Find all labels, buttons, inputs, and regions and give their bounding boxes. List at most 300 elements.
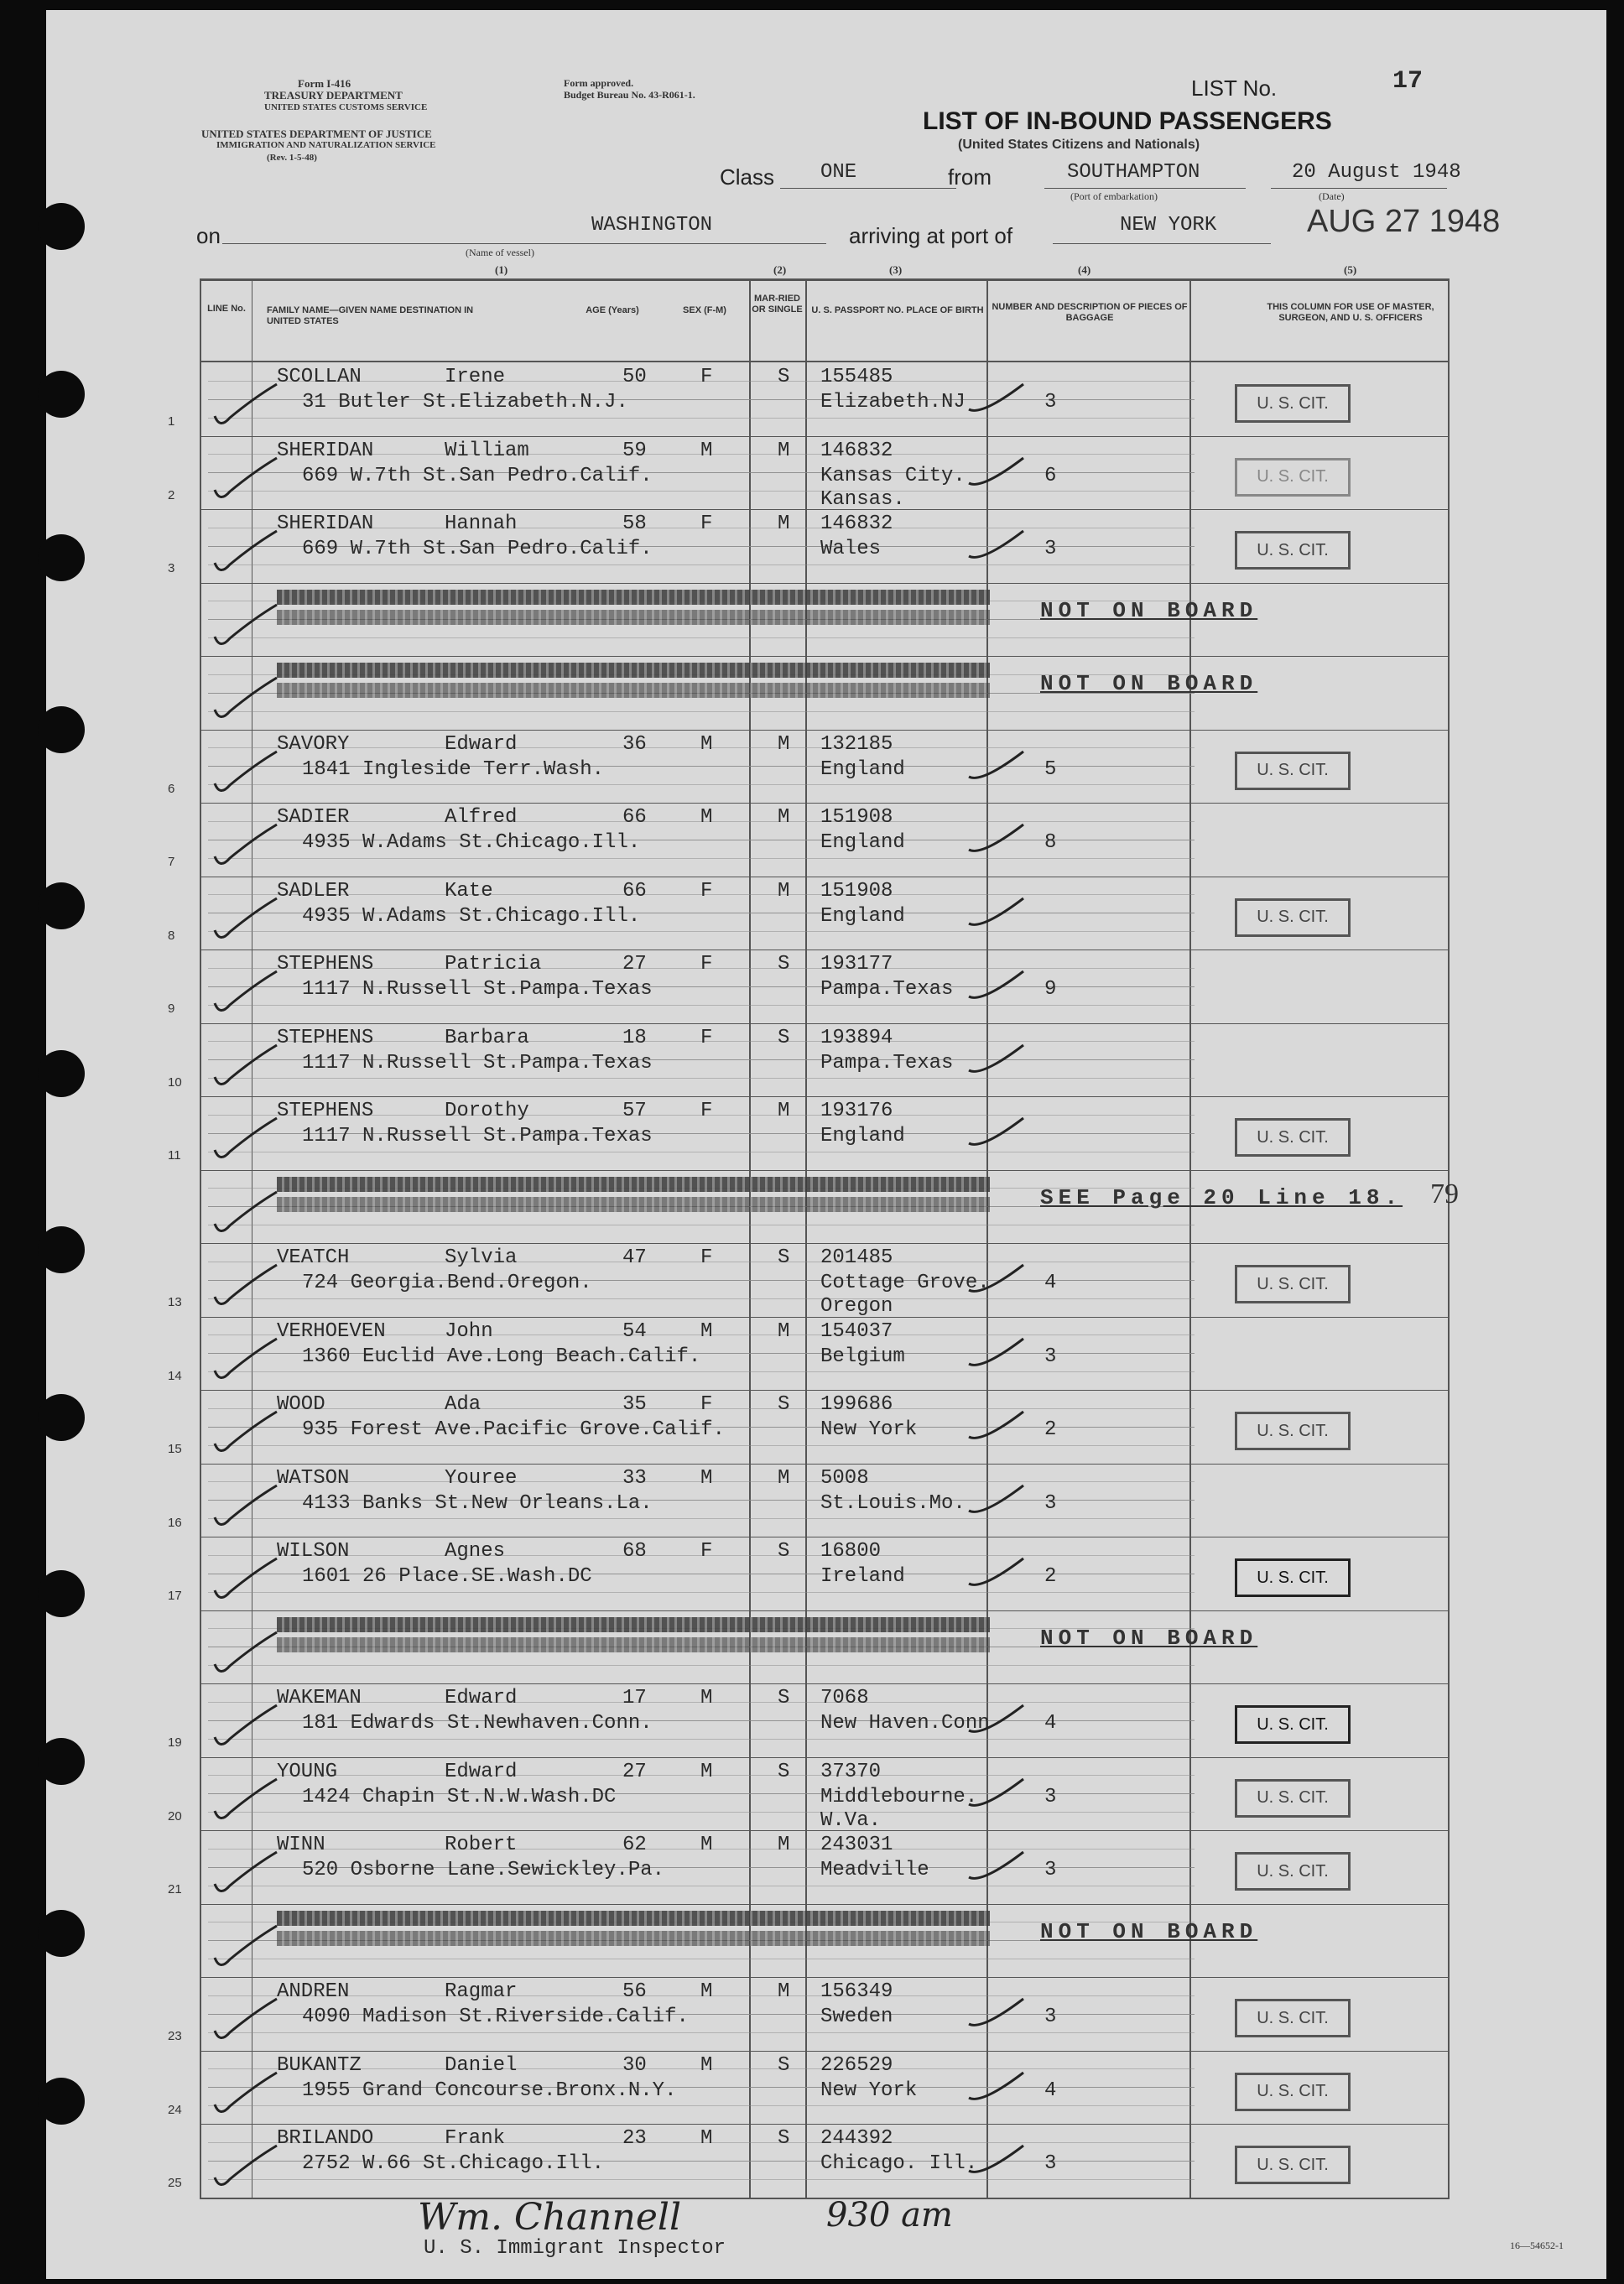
passport-number: 243031 <box>820 1834 893 1856</box>
passenger-age: 57 <box>622 1100 647 1122</box>
passenger-age: 66 <box>622 879 647 903</box>
passenger-sex: M <box>700 1760 713 1783</box>
passenger-address: 1117 N.Russell St.Pampa.Texas <box>302 1051 653 1074</box>
document-subtitle: (United States Citizens and Nationals) <box>958 138 1200 152</box>
passenger-address: 724 Georgia.Bend.Oregon. <box>302 1272 592 1294</box>
line-number: 3 <box>168 561 175 575</box>
line-number: 11 <box>168 1148 181 1163</box>
passenger-address: 4935 W.Adams St.Chicago.Ill. <box>302 904 641 928</box>
passenger-given-name: Frank <box>445 2127 506 2150</box>
passenger-family-name: WAKEMAN <box>277 1687 362 1709</box>
passenger-address: 181 Edwards St.Newhaven.Conn. <box>302 1712 653 1735</box>
passport-number: 199686 <box>820 1393 893 1416</box>
check-mark-icon <box>965 1772 1032 1818</box>
margin-check-icon <box>208 970 284 1024</box>
passenger-age: 17 <box>622 1687 647 1709</box>
line-number: 25 <box>168 2176 182 2190</box>
margin-check-icon <box>208 1850 284 1905</box>
margin-check-icon <box>208 1190 284 1245</box>
punch-hole <box>38 203 85 250</box>
embarkation-port: SOUTHAMPTON <box>1067 161 1200 184</box>
margin-check-icon <box>208 1924 284 1979</box>
passenger-given-name: Daniel <box>445 2053 518 2077</box>
baggage-count: 4 <box>1044 1712 1057 1735</box>
not-on-board-note: NOT ON BOARD <box>1040 671 1258 696</box>
marital-status: S <box>778 1393 790 1416</box>
struck-entry <box>277 610 990 625</box>
line-number: 14 <box>168 1368 182 1383</box>
revision: (Rev. 1-5-48) <box>267 153 317 163</box>
passenger-sex: M <box>700 1687 713 1709</box>
margin-check-icon <box>208 750 284 804</box>
passenger-age: 18 <box>622 1026 647 1049</box>
place-of-birth: Pampa.Texas <box>820 1051 954 1074</box>
line-number: 9 <box>168 1002 175 1016</box>
form-number: Form I-416 <box>298 77 351 90</box>
check-mark-icon <box>965 892 1032 938</box>
table-row <box>0 803 1560 877</box>
passenger-sex: M <box>700 2127 713 2150</box>
passport-number: 154037 <box>820 1319 893 1343</box>
place-of-birth: Ireland <box>820 1565 905 1588</box>
passport-number: 146832 <box>820 439 893 462</box>
passenger-family-name: SHERIDAN <box>277 439 374 462</box>
passport-number: 193177 <box>820 953 893 976</box>
passport-number: 7068 <box>820 1687 869 1709</box>
margin-check-icon <box>208 897 284 951</box>
passenger-address: 1117 N.Russell St.Pampa.Texas <box>302 978 653 1001</box>
passport-number: 151908 <box>820 879 893 903</box>
passenger-address: 2752 W.66 St.Chicago.Ill. <box>302 2152 605 2175</box>
struck-entry <box>277 1911 990 1926</box>
table-row <box>0 362 1560 436</box>
baggage-count: 3 <box>1044 1859 1057 1881</box>
col-header-name: FAMILY NAME—GIVEN NAME DESTINATION IN UNITED STATES <box>267 305 474 326</box>
check-mark-icon <box>965 1111 1032 1158</box>
table-row <box>0 1317 1560 1391</box>
passenger-family-name: BRILANDO <box>277 2127 374 2150</box>
col-header-passport: U. S. PASSPORT NO. PLACE OF BIRTH <box>811 305 984 315</box>
department: TREASURY DEPARTMENT <box>264 89 403 101</box>
passport-number: 5008 <box>820 1466 869 1490</box>
passenger-family-name: SCOLLAN <box>277 366 362 388</box>
marital-status: M <box>778 1834 790 1856</box>
passenger-sex: F <box>700 879 713 903</box>
passport-number: 16800 <box>820 1540 882 1563</box>
baggage-count: 6 <box>1044 464 1057 487</box>
struck-entry <box>277 1931 990 1946</box>
table-row <box>0 949 1560 1023</box>
table-row <box>0 2051 1560 2125</box>
table-top-border <box>200 278 1450 281</box>
table-row <box>0 1757 1560 1831</box>
passenger-address: 669 W.7th St.San Pedro.Calif. <box>302 538 653 560</box>
passport-number: 146832 <box>820 512 893 535</box>
margin-check-icon <box>208 823 284 877</box>
col-header-baggage: NUMBER AND DESCRIPTION OF PIECES OF BAGGAGE <box>992 302 1188 323</box>
line-number: 13 <box>168 1295 182 1309</box>
passenger-age: 56 <box>622 1980 647 2003</box>
marital-status: M <box>778 732 790 756</box>
embarkation-caption: (Port of embarkation) <box>1070 190 1158 202</box>
us-cit-stamp: U. S. CIT. <box>1235 1705 1351 1744</box>
passenger-sex: M <box>700 1834 713 1856</box>
passenger-family-name: SADLER <box>277 879 350 903</box>
passenger-family-name: YOUNG <box>277 1760 338 1783</box>
us-cit-stamp: U. S. CIT. <box>1235 2073 1351 2111</box>
place-of-birth: Meadville <box>820 1859 929 1881</box>
check-mark-icon <box>965 524 1032 570</box>
passport-number: 193176 <box>820 1100 893 1122</box>
margin-check-icon <box>208 1484 284 1538</box>
passenger-sex: F <box>700 1100 713 1122</box>
passenger-address: 669 W.7th St.San Pedro.Calif. <box>302 464 653 487</box>
table-row <box>0 1904 1560 1978</box>
table-row <box>0 1023 1560 1097</box>
passenger-address: 31 Butler St.Elizabeth.N.J. <box>302 391 628 414</box>
line-number: 2 <box>168 487 175 502</box>
check-mark-icon <box>965 1699 1032 1745</box>
struck-entry <box>277 663 990 678</box>
line-number: 20 <box>168 1808 182 1824</box>
passenger-given-name: Youree <box>445 1466 518 1490</box>
place-of-birth: Kansas City. Kansas. <box>820 464 966 511</box>
passport-number: 156349 <box>820 1980 893 2003</box>
baggage-count: 3 <box>1044 538 1057 560</box>
margin-check-icon <box>208 529 284 584</box>
passenger-family-name: WILSON <box>277 1540 350 1563</box>
passenger-address: 4133 Banks St.New Orleans.La. <box>302 1491 653 1515</box>
passenger-family-name: ANDREN <box>277 1980 350 2003</box>
passenger-address: 4935 W.Adams St.Chicago.Ill. <box>302 831 641 854</box>
passenger-family-name: BUKANTZ <box>277 2053 362 2077</box>
check-mark-icon <box>965 965 1032 1011</box>
form-approved: Form approved. <box>564 77 634 89</box>
line-number: 15 <box>168 1442 182 1456</box>
margin-check-icon <box>208 1777 284 1832</box>
us-cit-stamp: U. S. CIT. <box>1235 2146 1351 2184</box>
passenger-sex: F <box>700 1026 713 1049</box>
arrival-port: NEW YORK <box>1120 214 1217 237</box>
place-of-birth: England <box>820 831 905 854</box>
baggage-count: 3 <box>1044 1491 1057 1515</box>
passenger-age: 58 <box>622 512 647 535</box>
check-mark-icon <box>965 2139 1032 2185</box>
passenger-family-name: WOOD <box>277 1393 325 1416</box>
not-on-board-note: NOT ON BOARD <box>1040 597 1258 623</box>
vessel-name: WASHINGTON <box>591 214 713 237</box>
marital-status: S <box>778 1540 790 1563</box>
marital-status: S <box>778 1687 790 1709</box>
passenger-sex: F <box>700 953 713 976</box>
check-mark-icon <box>965 1552 1032 1598</box>
col-header-married: MAR-RIED OR SINGLE <box>752 294 803 315</box>
table-row <box>0 1464 1560 1537</box>
document-title: LIST OF IN-BOUND PASSENGERS <box>923 107 1332 135</box>
place-of-birth: Belgium <box>820 1345 905 1368</box>
place-of-birth: Elizabeth.NJ <box>820 391 966 414</box>
passenger-family-name: SAVORY <box>277 732 350 756</box>
check-mark-icon <box>965 1845 1032 1891</box>
check-mark-icon <box>965 818 1032 864</box>
place-of-birth: Cottage Grove. Oregon <box>820 1272 990 1318</box>
col-num-3: (3) <box>889 263 903 276</box>
struck-entry <box>277 1197 990 1212</box>
passport-number: 155485 <box>820 366 893 388</box>
col-num-5: (5) <box>1344 263 1357 276</box>
passenger-given-name: Robert <box>445 1834 518 1856</box>
passenger-given-name: Dorothy <box>445 1100 529 1122</box>
place-of-birth: Wales <box>820 538 882 560</box>
us-cit-stamp: U. S. CIT. <box>1235 1779 1351 1818</box>
baggage-count: 5 <box>1044 757 1057 781</box>
line-number: 6 <box>168 781 175 796</box>
not-on-board-note: NOT ON BOARD <box>1040 1625 1258 1651</box>
passenger-address: 4090 Madison St.Riverside.Calif. <box>302 2006 689 2028</box>
margin-check-icon <box>208 2071 284 2125</box>
list-no-label: LIST No. <box>1191 75 1278 101</box>
col-num-1: (1) <box>495 263 508 276</box>
marital-status: S <box>778 2053 790 2077</box>
col-num-4: (4) <box>1078 263 1091 276</box>
baggage-count: 3 <box>1044 2152 1057 2175</box>
passenger-sex: M <box>700 1466 713 1490</box>
col-header-age: AGE (Years) <box>586 305 639 315</box>
passenger-address: 520 Osborne Lane.Sewickley.Pa. <box>302 1859 665 1881</box>
margin-check-icon <box>208 1116 284 1171</box>
col-header-officers: THIS COLUMN FOR USE OF MASTER, SURGEON, AND U. S. OFFICERS <box>1267 302 1434 323</box>
passenger-given-name: Sylvia <box>445 1246 518 1269</box>
line-number: 10 <box>168 1074 182 1090</box>
passenger-family-name: VEATCH <box>277 1246 350 1269</box>
check-mark-icon <box>965 1992 1032 2038</box>
passenger-address: 935 Forest Ave.Pacific Grove.Calif. <box>302 1418 726 1441</box>
passport-number: 193894 <box>820 1026 893 1049</box>
table-row <box>0 436 1560 510</box>
passenger-sex: F <box>700 1246 713 1269</box>
passenger-given-name: Edward <box>445 732 518 756</box>
passenger-given-name: John <box>445 1319 493 1343</box>
passenger-given-name: Alfred <box>445 806 518 829</box>
passenger-family-name: WINN <box>277 1834 325 1856</box>
struck-entry <box>277 590 990 605</box>
place-of-birth: New York <box>820 1418 918 1441</box>
check-mark-icon <box>965 1258 1032 1304</box>
table-row <box>0 583 1560 657</box>
check-mark-icon <box>965 377 1032 424</box>
passenger-family-name: STEPHENS <box>277 953 374 976</box>
passenger-address: 1601 26 Place.SE.Wash.DC <box>302 1565 592 1588</box>
passenger-family-name: STEPHENS <box>277 1100 374 1122</box>
table-row <box>0 730 1560 804</box>
passenger-given-name: Barbara <box>445 1026 529 1049</box>
us-cit-stamp: U. S. CIT. <box>1235 531 1351 570</box>
line-number: 8 <box>168 928 175 943</box>
passenger-family-name: STEPHENS <box>277 1026 374 1049</box>
margin-check-icon <box>208 1043 284 1098</box>
baggage-count: 3 <box>1044 391 1057 414</box>
passenger-address: 1424 Chapin St.N.W.Wash.DC <box>302 1785 617 1808</box>
passenger-family-name: WATSON <box>277 1466 350 1490</box>
line-number: 16 <box>168 1515 182 1530</box>
marital-status: S <box>778 953 790 976</box>
line-number: 1 <box>168 414 175 429</box>
line-number: 17 <box>168 1589 182 1603</box>
passenger-sex: M <box>700 732 713 756</box>
place-of-birth: Pampa.Texas <box>820 978 954 1001</box>
margin-check-icon <box>208 1997 284 2052</box>
passport-number: 244392 <box>820 2127 893 2150</box>
marital-status: S <box>778 1026 790 1049</box>
passenger-age: 27 <box>622 953 647 976</box>
place-of-birth: New Haven.Conn <box>820 1712 990 1735</box>
passenger-given-name: Ada <box>445 1393 481 1416</box>
passenger-sex: M <box>700 806 713 829</box>
marital-status: M <box>778 1980 790 2003</box>
check-mark-icon <box>965 451 1032 497</box>
list-no-value: 17 <box>1392 67 1424 96</box>
col-num-2: (2) <box>773 263 787 276</box>
us-cit-stamp: U. S. CIT. <box>1235 1265 1351 1303</box>
passenger-address: 1360 Euclid Ave.Long Beach.Calif. <box>302 1345 701 1368</box>
passenger-address: 1841 Ingleside Terr.Wash. <box>302 757 605 781</box>
line-number: 23 <box>168 2029 182 2043</box>
baggage-count: 3 <box>1044 2006 1057 2028</box>
place-of-birth: New York <box>820 2078 918 2102</box>
margin-check-icon <box>208 1337 284 1392</box>
table-row <box>0 1096 1560 1170</box>
margin-check-icon <box>208 676 284 731</box>
check-mark-icon <box>965 1479 1032 1525</box>
us-cit-stamp: U. S. CIT. <box>1235 1999 1351 2037</box>
check-mark-icon <box>965 1332 1032 1378</box>
check-mark-icon <box>965 745 1032 791</box>
inspector-signature: Wm. Channell <box>418 2196 682 2239</box>
passport-number: 201485 <box>820 1246 893 1269</box>
marital-status: S <box>778 1760 790 1783</box>
immigration-service: IMMIGRATION AND NATURALIZATION SERVICE <box>216 140 436 150</box>
passenger-given-name: Kate <box>445 879 493 903</box>
margin-check-icon <box>208 1631 284 1685</box>
from-label: from <box>948 164 992 190</box>
us-cit-stamp: U. S. CIT. <box>1235 752 1351 790</box>
place-of-birth: England <box>820 757 905 781</box>
passenger-given-name: Edward <box>445 1760 518 1783</box>
col-header-sex: SEX (F-M) <box>683 305 726 315</box>
place-of-birth: Sweden <box>820 2006 893 2028</box>
us-cit-stamp: U. S. CIT. <box>1235 1558 1351 1597</box>
marital-status: S <box>778 1246 790 1269</box>
passenger-sex: M <box>700 2053 713 2077</box>
marital-status: M <box>778 1100 790 1122</box>
justice-department: UNITED STATES DEPARTMENT OF JUSTICE <box>201 127 432 140</box>
marital-status: M <box>778 1319 790 1343</box>
passenger-family-name: SADIER <box>277 806 350 829</box>
passenger-sex: M <box>700 1319 713 1343</box>
table-row <box>0 1170 1560 1244</box>
marital-status: M <box>778 1466 790 1490</box>
class-label: Class <box>720 164 775 190</box>
inspector-title: U. S. Immigrant Inspector <box>424 2237 726 2260</box>
margin-check-icon <box>208 1704 284 1758</box>
passport-number: 132185 <box>820 732 893 756</box>
place-of-birth: England <box>820 904 905 928</box>
not-on-board-note: NOT ON BOARD <box>1040 1918 1258 1944</box>
place-of-birth: Chicago. Ill. <box>820 2152 978 2175</box>
passenger-age: 35 <box>622 1393 647 1416</box>
baggage-count: 9 <box>1044 978 1057 1001</box>
check-mark-icon <box>965 1405 1032 1451</box>
passenger-given-name: Ragmar <box>445 1980 518 2003</box>
margin-check-icon <box>208 456 284 511</box>
passenger-age: 36 <box>622 732 647 756</box>
line-number: 21 <box>168 1882 182 1896</box>
class-value: ONE <box>820 161 857 184</box>
date-caption: (Date) <box>1319 190 1345 202</box>
passenger-address: 1117 N.Russell St.Pampa.Texas <box>302 1125 653 1147</box>
baggage-count: 3 <box>1044 1785 1057 1808</box>
baggage-count: 2 <box>1044 1565 1057 1588</box>
arrival-date-stamp: AUG 27 1948 <box>1307 204 1501 239</box>
marital-status: S <box>778 366 790 388</box>
passenger-age: 66 <box>622 806 647 829</box>
vessel-caption: (Name of vessel) <box>466 247 534 258</box>
passenger-age: 33 <box>622 1466 647 1490</box>
signature-time: 930 am <box>826 2196 953 2235</box>
on-label: on <box>196 223 221 248</box>
table-row <box>0 877 1560 950</box>
us-cit-stamp: U. S. CIT. <box>1235 1412 1351 1450</box>
margin-check-icon <box>208 2144 284 2198</box>
passenger-age: 27 <box>622 1760 647 1783</box>
check-mark-icon <box>965 1038 1032 1085</box>
baggage-count: 4 <box>1044 2078 1057 2102</box>
marital-status: M <box>778 512 790 535</box>
arriving-label: arriving at port of <box>849 223 1013 248</box>
service: UNITED STATES CUSTOMS SERVICE <box>264 102 428 112</box>
line-number: 24 <box>168 2102 182 2117</box>
passport-number: 37370 <box>820 1760 882 1783</box>
marital-status: M <box>778 879 790 903</box>
struck-entry <box>277 1617 990 1632</box>
passenger-age: 62 <box>622 1834 647 1856</box>
margin-check-icon <box>208 1557 284 1611</box>
marital-status: M <box>778 439 790 462</box>
baggage-count: 4 <box>1044 1272 1057 1294</box>
check-mark-icon <box>965 2066 1032 2112</box>
table-row <box>0 1830 1560 1904</box>
baggage-count: 8 <box>1044 831 1057 854</box>
passenger-sex: F <box>700 1540 713 1563</box>
passport-number: 226529 <box>820 2053 893 2077</box>
passenger-given-name: Hannah <box>445 512 518 535</box>
table-row <box>0 2124 1560 2198</box>
passenger-given-name: Patricia <box>445 953 542 976</box>
table-row <box>0 1243 1560 1317</box>
table-row <box>0 1977 1560 2051</box>
margin-check-icon <box>208 1263 284 1318</box>
passenger-given-name: Edward <box>445 1687 518 1709</box>
margin-check-icon <box>208 603 284 658</box>
passenger-sex: M <box>700 1980 713 2003</box>
place-of-birth: England <box>820 1125 905 1147</box>
passenger-age: 50 <box>622 366 647 388</box>
passenger-age: 47 <box>622 1246 647 1269</box>
baggage-count: 2 <box>1044 1418 1057 1441</box>
passenger-age: 23 <box>622 2127 647 2150</box>
page-note-number: 79 <box>1430 1178 1459 1210</box>
passenger-age: 54 <box>622 1319 647 1343</box>
